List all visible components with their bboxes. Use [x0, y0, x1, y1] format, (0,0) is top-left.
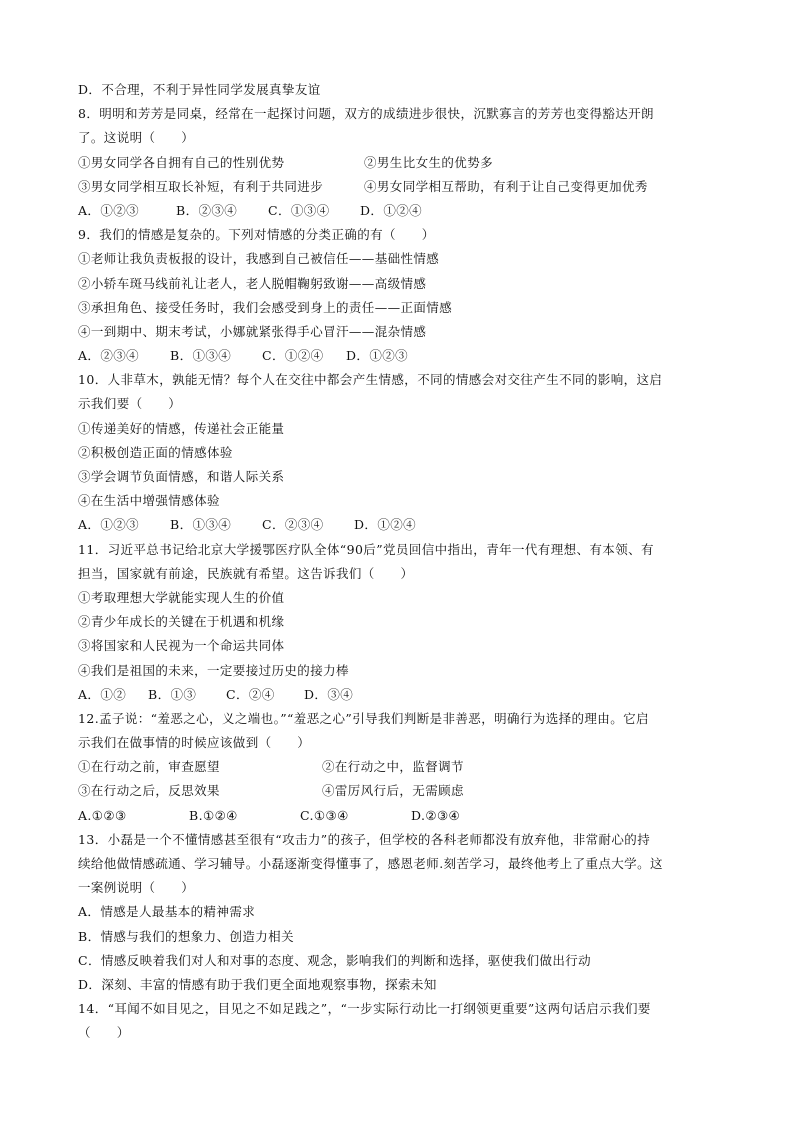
choice-b: B．①③④ — [170, 517, 232, 533]
option-d-line: D．不合理，不利于异性同学发展真挚友谊 — [78, 82, 321, 97]
question-13-stem: 13．小磊是一个不懂情感甚至很有“攻击力”的孩子，但学校的各科老师都没有放弃他，非常耐心的持 — [78, 831, 651, 847]
question-9-choices — [78, 344, 718, 368]
question-11-choices — [78, 683, 718, 707]
choice-a: A．②③④ — [78, 348, 140, 364]
choice-a: A.①②③ — [78, 807, 127, 823]
choice-b: B．②③④ — [176, 202, 238, 218]
choice-c: C．①②④ — [262, 348, 324, 364]
question-8-stem: 8．明明和芳芳是同桌，经常在一起探讨问题，双方的成绩进步很快，沉默寡言的芳芳也变得豁达开朗 — [78, 106, 654, 122]
choice-d: D.②③④ — [411, 807, 461, 823]
question-8-statements-row — [78, 151, 718, 175]
choice-a: A．①②③ — [78, 202, 140, 218]
choice-d: D．①②④ — [354, 517, 417, 533]
question-10-stem-cont: 示我们要（ ） — [78, 396, 182, 412]
choice-b: B.①②④ — [189, 807, 238, 823]
statement: ④男女同学相互帮助，有利于让自己变得更加优秀 — [364, 178, 648, 194]
statement: ②小轿车斑马线前礼让老人，老人脱帽鞠躬致谢——高级情感 — [78, 275, 427, 291]
question-12-statements-row — [78, 779, 718, 803]
choice-c: C．②③④ — [262, 517, 324, 533]
statement: ①传递美好的情感，传递社会正能量 — [78, 420, 285, 436]
choice-d: D．③④ — [304, 686, 354, 702]
question-10-choices — [78, 513, 718, 537]
choice-c: C.①③④ — [300, 807, 349, 823]
question-8-stem-cont: 了。这说明（ ） — [78, 130, 195, 146]
statement: ③在行动之后，反思效果 — [78, 783, 220, 799]
exam-page — [78, 78, 718, 1046]
statement: ②积极创造正面的情感体验 — [78, 444, 233, 460]
choice-c: C．②④ — [226, 686, 275, 702]
statement: ①老师让我负责板报的设计，我感到自己被信任——基础性情感 — [78, 251, 440, 267]
choice-a: A．①②③ — [78, 517, 140, 533]
choice-c: C．情感反映着我们对人和对事的态度、观念，影响我们的判断和选择，驱使我们做出行动 — [78, 952, 592, 968]
statement: ③将国家和人民视为一个命运共同体 — [78, 638, 285, 654]
question-14-stem: 14．“耳闻不如目见之，目见之不如足践之”，“一步实际行动比一打纲领更重要”这两句话启示我们要 — [78, 1001, 651, 1017]
statement: ④在生活中增强情感体验 — [78, 493, 220, 509]
choice-a: A．①② — [78, 686, 127, 702]
question-13-stem-cont: 一案例说明（ ） — [78, 880, 195, 896]
question-8-statements-row — [78, 175, 718, 199]
statement: ③学会调节负面情感，和谐人际关系 — [78, 469, 285, 484]
choice-a: A．情感是人最基本的精神需求 — [78, 904, 256, 920]
choice-c: C．①③④ — [268, 202, 330, 218]
choice-b: B．情感与我们的想象力、创造力相关 — [78, 928, 294, 944]
statement: ①在行动之前，审查愿望 — [78, 759, 220, 775]
question-12-choices — [78, 804, 718, 828]
choice-b: B．①③ — [148, 686, 197, 702]
question-8-choices — [78, 199, 718, 223]
statement: ①男女同学各自拥有自己的性别优势 — [78, 154, 285, 170]
question-9-stem: 9．我们的情感是复杂的。下列对情感的分类正确的有（ ） — [78, 227, 435, 243]
statement: ④雷厉风行后，无需顾虑 — [322, 783, 464, 799]
question-14-stem-cont: （ ） — [78, 1025, 130, 1041]
choice-d: D．①②④ — [360, 202, 423, 218]
question-12-statements-row — [78, 755, 718, 779]
statement: ④我们是祖国的未来，一定要接过历史的接力棒 — [78, 662, 349, 678]
question-12-stem: 12.孟子说：“羞恶之心，义之端也。”“羞恶之心”引导我们判断是非善恶，明确行为选择的理由。它启 — [78, 710, 649, 726]
statement: ③男女同学相互取长补短，有利于共同进步 — [78, 178, 324, 194]
question-10-stem: 10．人非草木，孰能无情？每个人在交往中都会产生情感，不同的情感会对交往产生不同的影响，这启 — [78, 372, 663, 388]
statement: ④一到期中、期末考试，小娜就紧张得手心冒汗——混杂情感 — [78, 323, 427, 339]
question-13-stem-cont: 续给他做情感疏通、学习辅导。小磊逐渐变得懂事了，感恩老师.刻苦学习，最终他考上了重点大学。这 — [78, 856, 663, 871]
question-11-stem-cont: 担当，国家就有前途，民族就有希望。这告诉我们（ ） — [78, 565, 414, 581]
statement: ②男生比女生的优势多 — [364, 154, 494, 170]
choice-d: D．①②③ — [346, 348, 409, 364]
statement: ①考取理想大学就能实现人生的价值 — [78, 589, 285, 605]
statement: ②青少年成长的关键在于机遇和机缘 — [78, 614, 285, 630]
question-12-stem-cont: 示我们在做事情的时候应该做到（ ） — [78, 735, 311, 751]
statement: ③承担角色、接受任务时，我们会感受到身上的责任——正面情感 — [78, 299, 453, 315]
choice-b: B．①③④ — [170, 348, 232, 364]
question-11-stem: 11．习近平总书记给北京大学援鄂医疗队全体“90后”党员回信中指出，青年一代有理想、有本领、有 — [78, 541, 654, 557]
choice-d: D．深刻、丰富的情感有助于我们更全面地观察事物，探索未知 — [78, 976, 437, 992]
statement: ②在行动之中，监督调节 — [322, 759, 464, 775]
